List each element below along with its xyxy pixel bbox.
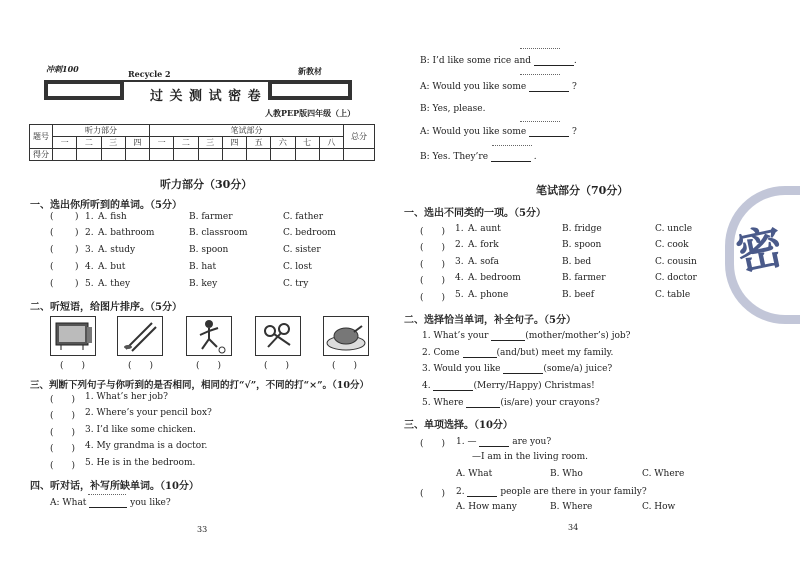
option-c: C. cook — [655, 240, 689, 250]
dialog-line — [420, 151, 537, 162]
question-pre: 2. — [456, 487, 465, 497]
question-pre: 1. — — [456, 437, 477, 447]
dialog-prefix: B: I’d like some rice and — [420, 56, 532, 66]
mc-question-1 — [456, 436, 551, 447]
choice-paren[interactable]: ( ) — [420, 243, 446, 253]
item-number: 2. — [455, 240, 464, 250]
fill-sentence — [422, 330, 631, 341]
num-cell: 四 — [125, 137, 149, 149]
option-c: C. table — [655, 290, 691, 300]
question-post: are you? — [512, 437, 552, 447]
sentence-pre: 3. Would you like — [422, 364, 501, 374]
score-cell[interactable] — [319, 149, 343, 161]
r-sec3-title: 三、单项选择。（10分） — [404, 420, 513, 431]
sentence-post: Christmas! — [544, 381, 595, 391]
judge-paren[interactable]: ( ) — [50, 444, 76, 454]
option-a: A. aunt — [468, 224, 501, 234]
option-c: C. lost — [283, 262, 312, 272]
fill-blank[interactable] — [479, 436, 509, 447]
paint-brush-picture — [117, 316, 163, 356]
option-b: B. spoon — [562, 240, 602, 250]
score-cell[interactable] — [125, 149, 149, 161]
item-number: 5. — [85, 279, 94, 289]
option-b: B. classroom — [189, 228, 248, 238]
option-b: B. farmer — [562, 273, 606, 283]
num-cell: 三 — [198, 137, 222, 149]
judge-sentence: 2. Where’s your pencil box? — [85, 408, 212, 418]
answer-paren-close[interactable]: ) — [75, 228, 79, 238]
option-a: A. phone — [468, 290, 509, 300]
fill-sentence — [422, 363, 612, 374]
option-a: A. fish — [98, 212, 127, 222]
option-b: B. spoon — [189, 245, 229, 255]
writing-section-title: 笔试部分（70分） — [536, 184, 629, 197]
new-textbook-badge: 新教材 — [298, 66, 322, 76]
option-b: B. fridge — [562, 224, 602, 234]
score-cell[interactable] — [101, 149, 125, 161]
row-label-score: 得分 — [30, 149, 53, 161]
dotted-guide — [492, 144, 532, 146]
fill-blank[interactable] — [463, 347, 497, 358]
dialog-prefix: A: What — [50, 498, 87, 508]
score-cell[interactable] — [271, 149, 295, 161]
sentence-pre: 5. Where — [422, 398, 464, 408]
l-sec1-title: 一、选出你所听到的单词。（5分） — [30, 200, 182, 211]
recycle-label: Recycle 2 — [128, 69, 171, 79]
mc-answer-line: —I am in the living room. — [472, 452, 588, 462]
choice-paren[interactable]: ( ) — [420, 489, 446, 499]
sentence-options: (some/a) — [543, 364, 583, 374]
choice-paren[interactable]: ( ) — [420, 439, 446, 449]
answer-paren-close[interactable]: ) — [75, 262, 79, 272]
r-sec1-title: 一、选出不同类的一项。（5分） — [404, 208, 546, 219]
dotted-guide — [520, 47, 560, 49]
option-a: A. but — [98, 262, 126, 272]
total-score-cell[interactable] — [344, 149, 375, 161]
fill-blank[interactable] — [503, 363, 543, 374]
seal-character: 密 — [731, 218, 788, 282]
keys-picture — [255, 316, 301, 356]
l-sec3-title: 三、判断下列句子与你听到的是否相同，相同的打“√”，不同的打“×”。（10分） — [30, 380, 370, 391]
right-page — [400, 0, 800, 566]
option-b: B. key — [189, 279, 218, 289]
fill-sentence — [422, 347, 613, 358]
picture-answer-paren[interactable]: ( ) — [128, 361, 154, 371]
score-cell[interactable] — [198, 149, 222, 161]
num-cell: 五 — [247, 137, 271, 149]
header-dark-bar-right-inner — [272, 84, 348, 96]
sentence-pre: 1. What’s your — [422, 331, 489, 341]
score-cell[interactable] — [295, 149, 319, 161]
item-number: 3. — [455, 257, 464, 267]
sentence-pre: 4. — [422, 381, 431, 391]
choice-paren[interactable]: ( ) — [420, 227, 446, 237]
fill-blank[interactable] — [534, 55, 574, 66]
score-cell[interactable] — [247, 149, 271, 161]
page-number: 34 — [568, 523, 579, 532]
option-a: A. bedroom — [468, 273, 521, 283]
item-number: 1. — [85, 212, 94, 222]
fill-sentence — [422, 397, 600, 408]
fill-blank[interactable] — [466, 397, 500, 408]
item-number: 3. — [85, 245, 94, 255]
dialog-prefix: A: Would you like some — [420, 127, 527, 137]
mc-option-c: C. How — [642, 502, 676, 512]
judge-sentence: 4. My grandma is a doctor. — [85, 441, 208, 451]
option-a: A. they — [98, 279, 131, 289]
l-sec2-title: 二、听短语，给图片排序。（5分） — [30, 302, 182, 313]
fill-blank[interactable] — [89, 497, 127, 508]
dialog-line — [420, 104, 485, 114]
tv-picture — [50, 316, 96, 356]
num-cell: 七 — [295, 137, 319, 149]
dialog-suffix: you like? — [130, 498, 171, 508]
listening-section-title: 听力部分（30分） — [160, 178, 253, 191]
option-c: C. try — [283, 279, 309, 289]
dialog-line-a — [50, 497, 171, 508]
judge-sentence: 3. I’d like some chicken. — [85, 425, 196, 435]
r-sec2-title: 二、选择恰当单词，补全句子。（5分） — [404, 315, 576, 326]
item-number: 4. — [455, 273, 464, 283]
num-cell: 三 — [101, 137, 125, 149]
option-b: B. farmer — [189, 212, 233, 222]
score-cell[interactable] — [77, 149, 101, 161]
fill-blank[interactable] — [433, 380, 473, 391]
sentence-post: job? — [611, 331, 631, 341]
writing-header: 笔试部分 — [150, 125, 344, 137]
option-a: A. bathroom — [98, 228, 155, 238]
answer-paren-open: ( — [50, 262, 54, 272]
answer-paren-close[interactable]: ) — [75, 279, 79, 289]
choice-paren[interactable]: ( ) — [420, 260, 446, 270]
listening-header: 听力部分 — [53, 125, 150, 137]
sentence-post: meet my family. — [541, 348, 614, 358]
sentence-options: (and/but) — [496, 348, 539, 358]
option-c: C. cousin — [655, 257, 697, 267]
score-table — [29, 124, 375, 161]
dialog-suffix: . — [573, 56, 577, 66]
chicken-dish-picture — [323, 316, 369, 356]
option-b: B. bed — [562, 257, 592, 267]
choice-paren[interactable]: ( ) — [420, 293, 446, 303]
answer-paren-open: ( — [50, 212, 54, 222]
judge-sentence: 5. He is in the bedroom. — [85, 458, 196, 468]
option-a: A. sofa — [468, 257, 499, 267]
sentence-post: juice? — [585, 364, 613, 374]
score-cell[interactable] — [174, 149, 198, 161]
question-post: people are there in your family? — [500, 487, 647, 497]
judge-paren[interactable]: ( ) — [50, 428, 76, 438]
score-cell[interactable] — [222, 149, 246, 161]
sentence-post: your crayons? — [535, 398, 600, 408]
sentence-pre: 2. Come — [422, 348, 460, 358]
option-c: C. uncle — [655, 224, 693, 234]
num-cell: 一 — [53, 137, 77, 149]
judge-paren[interactable]: ( ) — [50, 411, 76, 421]
dotted-guide — [520, 120, 560, 122]
total-header: 总分 — [344, 125, 375, 149]
answer-paren-open: ( — [50, 245, 54, 255]
item-number: 1. — [455, 224, 464, 234]
picture-answer-paren[interactable]: ( ) — [332, 361, 358, 371]
mc-option-a: A. What — [456, 469, 493, 479]
picture-answer-paren[interactable]: ( ) — [196, 361, 222, 371]
option-a: A. study — [98, 245, 136, 255]
num-cell: 二 — [77, 137, 101, 149]
mc-option-b: B. Who — [550, 469, 583, 479]
option-b: B. hat — [189, 262, 217, 272]
answer-paren-open: ( — [50, 279, 54, 289]
option-b: B. beef — [562, 290, 595, 300]
sentence-options: (Merry/Happy) — [473, 381, 542, 391]
sentence-options: (is/are) — [500, 398, 533, 408]
choice-paren[interactable]: ( ) — [420, 276, 446, 286]
sentence-options: (mother/mother’s) — [525, 331, 609, 341]
judge-paren[interactable]: ( ) — [50, 395, 76, 405]
picture-answer-paren[interactable]: ( ) — [60, 361, 86, 371]
option-c: C. father — [283, 212, 324, 222]
brand-logo: 冲刺100 — [46, 64, 79, 74]
item-number: 2. — [85, 228, 94, 238]
answer-paren-close[interactable]: ) — [75, 212, 79, 222]
fill-blank[interactable] — [491, 330, 525, 341]
num-cell: 一 — [150, 137, 174, 149]
num-cell: 二 — [174, 137, 198, 149]
header-dark-bar-left-inner — [48, 84, 120, 96]
dialog-line — [420, 126, 577, 137]
mc-question-2 — [456, 486, 647, 497]
fill-blank[interactable] — [491, 151, 531, 162]
option-c: C. bedroom — [283, 228, 336, 238]
exam-title: 过 关 测 试 密 卷 — [150, 89, 262, 104]
answer-paren-open: ( — [50, 228, 54, 238]
header-rule — [124, 80, 268, 82]
option-c: C. doctor — [655, 273, 697, 283]
option-a: A. fork — [468, 240, 499, 250]
num-cell: 四 — [222, 137, 246, 149]
page-number: 33 — [197, 525, 208, 534]
score-cell[interactable] — [53, 149, 77, 161]
edition-label: 人教PEP版四年级（上） — [265, 108, 356, 118]
item-number: 5. — [455, 290, 464, 300]
l-sec4-title: 四、听对话，补写所缺单词。（10分） — [30, 481, 199, 492]
fill-blank[interactable] — [529, 81, 569, 92]
mc-option-a: A. How many — [456, 502, 517, 512]
item-number: 4. — [85, 262, 94, 272]
dotted-guide — [88, 493, 126, 495]
dialog-suffix: . — [533, 152, 537, 162]
num-cell: 六 — [271, 137, 295, 149]
football-player-picture — [186, 316, 232, 356]
dialog-prefix: B: Yes. They’re — [420, 152, 489, 162]
mc-option-c: C. Where — [642, 469, 685, 479]
fill-sentence — [422, 380, 595, 391]
fill-blank[interactable] — [529, 126, 569, 137]
judge-sentence: 1. What’s her job? — [85, 392, 168, 402]
dialog-suffix: ? — [571, 82, 577, 92]
dialog-line — [420, 55, 577, 66]
dialog-suffix: ? — [571, 127, 577, 137]
dialog-prefix: A: Would you like some — [420, 82, 527, 92]
fill-blank[interactable] — [467, 486, 497, 497]
answer-paren-close[interactable]: ) — [75, 245, 79, 255]
picture-answer-paren[interactable]: ( ) — [264, 361, 290, 371]
option-c: C. sister — [283, 245, 321, 255]
judge-paren[interactable]: ( ) — [50, 461, 76, 471]
score-cell[interactable] — [150, 149, 174, 161]
mc-option-b: B. Where — [550, 502, 593, 512]
row-label-number: 题号 — [30, 125, 53, 149]
dialog-line — [420, 81, 577, 92]
num-cell: 八 — [319, 137, 343, 149]
dotted-guide — [520, 73, 560, 75]
dialog-prefix: B: Yes, please. — [420, 104, 486, 114]
